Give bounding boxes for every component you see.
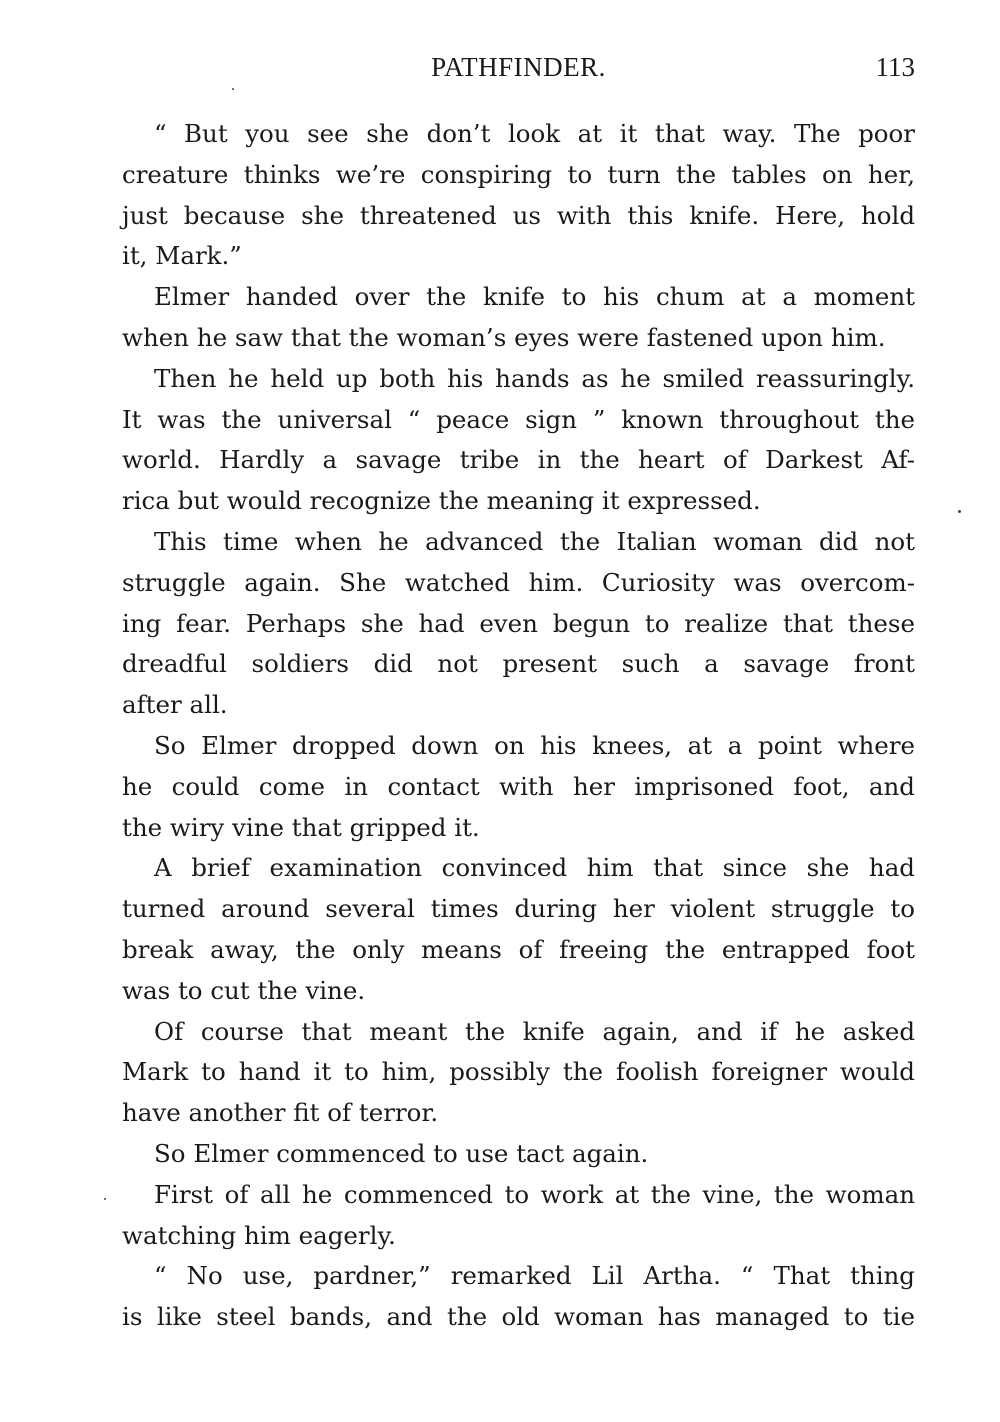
scan-speck: [104, 1198, 106, 1200]
text-line: have another fit of terror.: [122, 1098, 439, 1128]
text-line: So Elmer dropped down on his knees, at a point where: [154, 730, 915, 760]
text-line: after all.: [122, 690, 228, 720]
text-line: struggle again. She watched him. Curiosity was overcom-: [122, 567, 915, 597]
paragraph: [122, 1256, 915, 1338]
paragraph: [122, 359, 915, 522]
paragraph: [122, 1175, 915, 1257]
scan-speck: [232, 88, 234, 90]
text-line: First of all he commenced to work at the vine, the woman: [154, 1179, 915, 1209]
text-line: dreadful soldiers did not present such a savage front: [122, 649, 915, 679]
text-line: This time when he advanced the Italian woman did not: [154, 526, 915, 556]
text-line: Mark to hand it to him, possibly the foolish foreigner would: [122, 1057, 915, 1087]
body-text: [122, 114, 915, 1338]
scan-speck: [958, 510, 961, 513]
paragraph: [122, 726, 915, 848]
text-line: turned around several times during her violent struggle to: [122, 894, 915, 924]
text-line: Of course that meant the knife again, and if he asked: [154, 1016, 915, 1046]
paragraph: [122, 1012, 915, 1134]
page-number: 113: [875, 52, 915, 82]
text-line: it, Mark.”: [122, 241, 242, 271]
text-line: A brief examination convinced him that since she had: [154, 853, 915, 883]
paragraph: [122, 848, 915, 1011]
text-line: “ But you see she don’t look at it that way. The poor: [154, 119, 915, 148]
text-line: is like steel bands, and the old woman has managed to tie: [122, 1302, 915, 1332]
text-line: So Elmer commenced to use tact again.: [154, 1138, 649, 1168]
text-line: he could come in contact with her imprisoned foot, and: [122, 771, 915, 801]
text-line: It was the universal “ peace sign ” known throughout the: [122, 404, 915, 434]
text-line: ing fear. Perhaps she had even begun to realize that these: [122, 608, 915, 638]
paragraph: [122, 114, 915, 277]
paragraph: [122, 1134, 915, 1175]
text-line: just because she threatened us with this knife. Here, hold: [122, 200, 915, 230]
text-line: Then he held up both his hands as he smiled reassuringly.: [154, 363, 915, 393]
text-line: Elmer handed over the knife to his chum at a moment: [154, 282, 915, 312]
text-line: when he saw that the woman’s eyes were fastened upon him.: [122, 322, 886, 352]
paragraph: [122, 522, 915, 726]
text-line: watching him eagerly.: [122, 1220, 396, 1250]
page-header: [122, 52, 915, 92]
text-line: rica but would recognize the meaning it expressed.: [122, 486, 761, 516]
text-line: break away, the only means of freeing the entrapped foot: [122, 934, 915, 964]
running-head: PATHFINDER.: [431, 52, 606, 82]
text-line: “ No use, pardner,” remarked Lil Artha. “ That thing: [154, 1261, 915, 1291]
text-line: was to cut the vine.: [122, 975, 366, 1005]
text-line: creature thinks we’re conspiring to turn the tables on her,: [122, 159, 915, 189]
text-line: the wiry vine that gripped it.: [122, 812, 480, 842]
paragraph: [122, 277, 915, 359]
text-line: world. Hardly a savage tribe in the heart of Darkest Af-: [122, 445, 915, 475]
